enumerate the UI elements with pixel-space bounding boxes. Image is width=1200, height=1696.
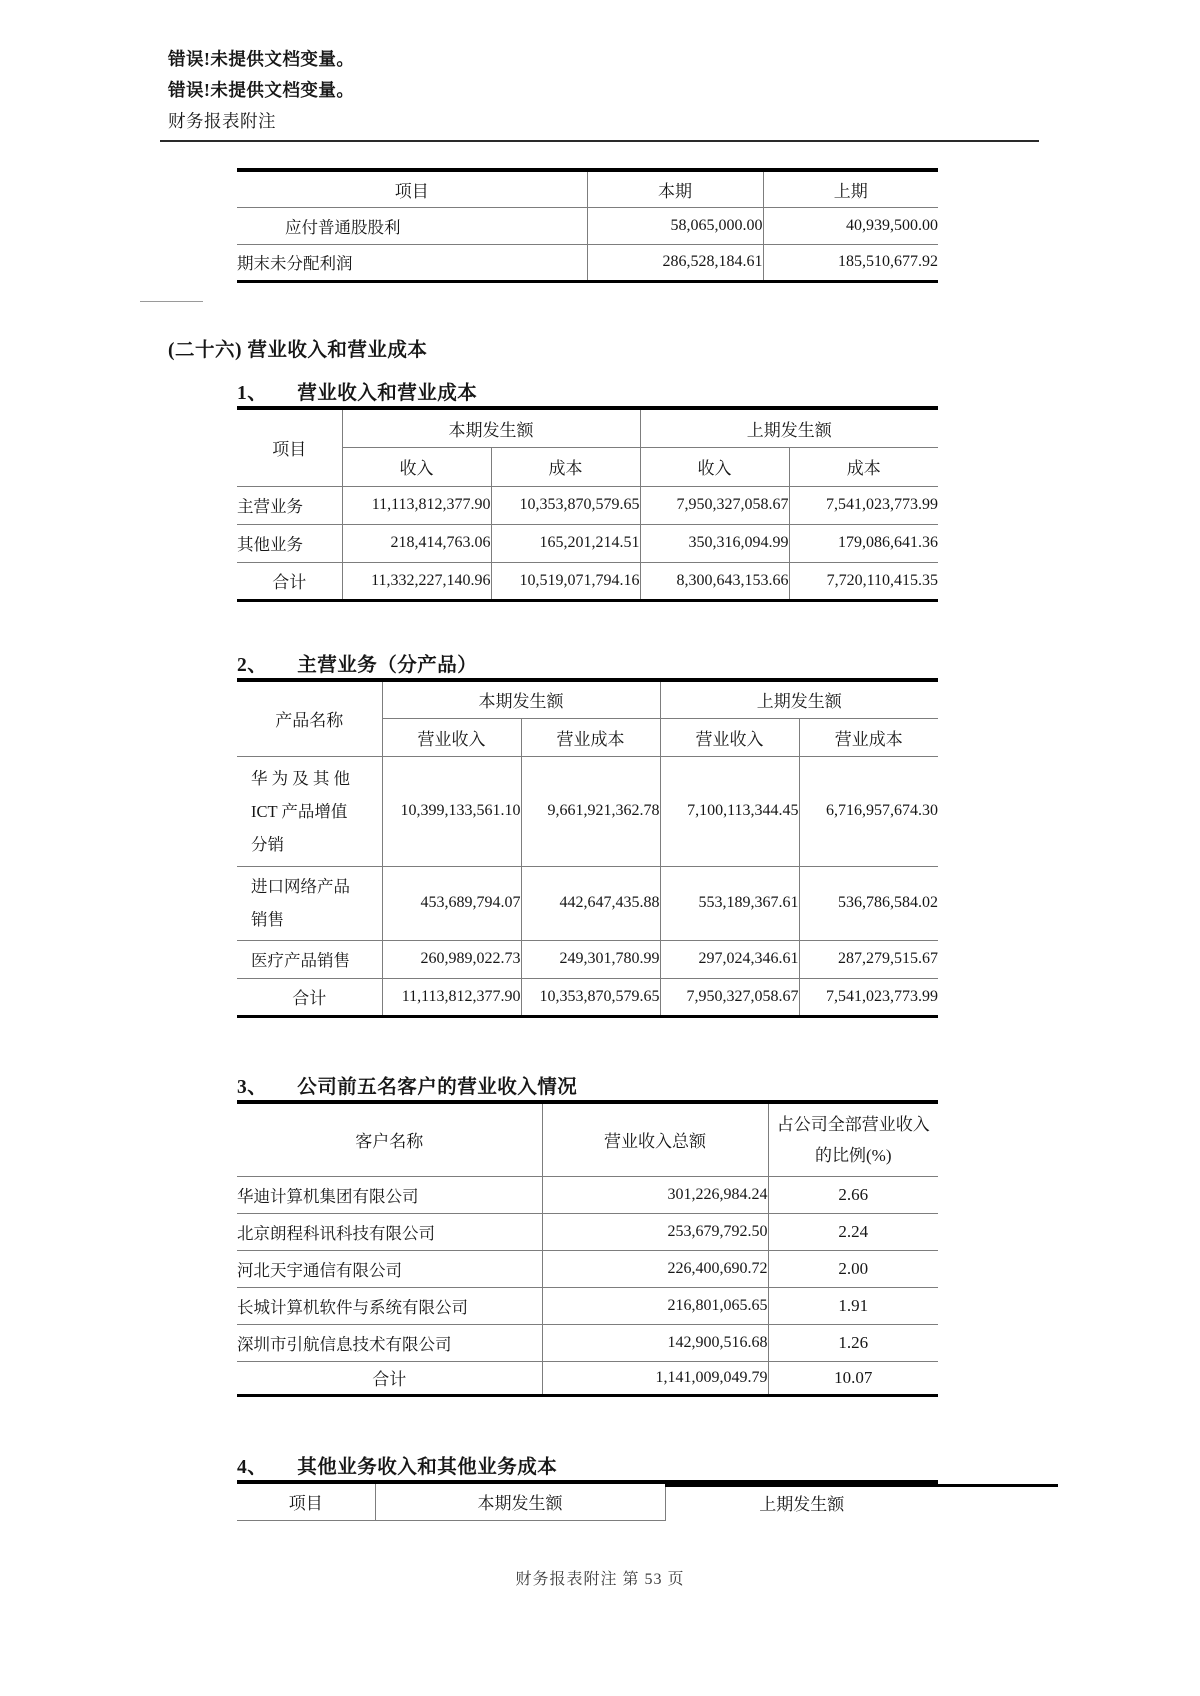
subsection-4-number: 4、	[237, 1457, 268, 1478]
header-rule	[160, 140, 1039, 142]
table-row	[237, 1213, 938, 1250]
col-header-prior: 上期发生额	[665, 1482, 938, 1520]
row-label: 医疗产品销售	[237, 940, 382, 978]
cell: 218,414,763.06	[342, 524, 491, 562]
document-header	[168, 44, 354, 137]
table-row	[237, 1250, 938, 1287]
row-label-line: 分销	[251, 834, 284, 854]
total-label: 合计	[237, 562, 342, 600]
row-label: 应付普通股股利	[237, 207, 587, 244]
cell-revenue: 1,141,009,049.79	[542, 1361, 768, 1395]
subsection-3-heading	[237, 1077, 938, 1100]
cell: 553,189,367.61	[660, 866, 799, 940]
subsection-4-block	[237, 1457, 938, 1521]
customer-name: 河北天宇通信有限公司	[237, 1250, 542, 1287]
cell: 350,316,094.99	[640, 524, 789, 562]
cell-revenue: 216,801,065.65	[542, 1287, 768, 1324]
subsection-3-number: 3、	[237, 1077, 268, 1098]
table-row	[237, 524, 938, 562]
row-label-line: 销售	[251, 910, 284, 929]
col-header-prior: 上期发生额	[640, 408, 938, 447]
col-subheader-revenue: 营业收入	[382, 718, 521, 756]
cell-prior: 185,510,677.92	[763, 244, 938, 281]
row-label-line: 华 为 及 其 他	[251, 768, 350, 788]
col-header-ratio-line: 占公司全部营业收入	[776, 1114, 930, 1134]
table-row	[237, 866, 938, 940]
table-row	[237, 756, 938, 866]
col-header-current: 本期发生额	[375, 1482, 665, 1520]
subsection-1-number: 1、	[237, 383, 268, 404]
cell: 442,647,435.88	[521, 866, 660, 940]
customer-name: 长城计算机软件与系统有限公司	[237, 1287, 542, 1324]
customer-name: 华迪计算机集团有限公司	[237, 1176, 542, 1213]
total-row	[237, 978, 938, 1016]
table-row	[237, 1176, 938, 1213]
dividend-table-block	[237, 168, 938, 283]
col-header-ratio-line: 的比例(%)	[815, 1145, 892, 1165]
cell: 179,086,641.36	[789, 524, 938, 562]
header-row-2	[237, 447, 938, 486]
page-footer: 财务报表附注 第 53 页	[515, 1571, 685, 1588]
total-row	[237, 1361, 938, 1395]
cell-revenue: 301,226,984.24	[542, 1176, 768, 1213]
section-26-title: (二十六) 营业收入和营业成本	[168, 340, 428, 361]
customer-name: 深圳市引航信息技术有限公司	[237, 1324, 542, 1361]
col-subheader-cost: 营业成本	[521, 718, 660, 756]
total-label: 合计	[237, 1361, 542, 1395]
subsection-3-title: 公司前五名客户的营业收入情况	[297, 1077, 578, 1098]
table-row	[237, 207, 938, 244]
col-header-current: 本期发生额	[342, 408, 640, 447]
header-error-line-1: 错误!未提供文档变量。	[168, 49, 355, 69]
subsection-1-heading	[237, 383, 938, 406]
cell: 7,950,327,058.67	[640, 486, 789, 524]
cell: 11,113,812,377.90	[382, 978, 521, 1016]
cell: 10,353,870,579.65	[521, 978, 660, 1016]
cell: 6,716,957,674.30	[799, 756, 938, 866]
col-header-revenue: 营业收入总额	[542, 1102, 768, 1176]
col-subheader-cost: 成本	[789, 447, 938, 486]
col-subheader-cost: 营业成本	[799, 718, 938, 756]
cell: 536,786,584.02	[799, 866, 938, 940]
dividend-table	[237, 168, 938, 283]
row-label: 主营业务	[237, 486, 342, 524]
table-row	[237, 486, 938, 524]
row-label: 其他业务	[237, 524, 342, 562]
table-row	[237, 940, 938, 978]
col-header-current: 本期	[587, 170, 763, 207]
col-header-ratio	[768, 1102, 938, 1176]
col-header-item: 项目	[237, 170, 587, 207]
col-header-current: 本期发生额	[382, 680, 660, 718]
cell-ratio: 1.26	[768, 1324, 938, 1361]
col-subheader-revenue: 营业收入	[660, 718, 799, 756]
cell-ratio: 10.07	[768, 1361, 938, 1395]
subsection-2-title: 主营业务（分产品）	[297, 655, 478, 676]
subsection-4-title: 其他业务收入和其他业务成本	[297, 1457, 558, 1478]
cell-ratio: 1.91	[768, 1287, 938, 1324]
cell: 8,300,643,153.66	[640, 562, 789, 600]
cell: 287,279,515.67	[799, 940, 938, 978]
cell-revenue: 253,679,792.50	[542, 1213, 768, 1250]
cell: 10,399,133,561.10	[382, 756, 521, 866]
cell-ratio: 2.24	[768, 1213, 938, 1250]
header-row	[237, 1482, 938, 1520]
subsection-1-block	[237, 383, 938, 602]
col-header-customer: 客户名称	[237, 1102, 542, 1176]
col-subheader-income: 收入	[640, 447, 789, 486]
total-row	[237, 562, 938, 600]
table-row	[237, 244, 938, 281]
cell: 249,301,780.99	[521, 940, 660, 978]
cell: 11,113,812,377.90	[342, 486, 491, 524]
subsection-1-title: 营业收入和营业成本	[297, 383, 478, 404]
cell: 7,541,023,773.99	[789, 486, 938, 524]
footnote-separator-line	[140, 301, 203, 302]
col-header-prior: 上期发生额	[660, 680, 938, 718]
header-row-1	[237, 408, 938, 447]
customer-name: 北京朗程科讯科技有限公司	[237, 1213, 542, 1250]
header-error-line-2: 错误!未提供文档变量。	[168, 80, 355, 100]
header-notes-title: 财务报表附注	[168, 111, 276, 131]
cell-revenue: 226,400,690.72	[542, 1250, 768, 1287]
col-header-item: 项目	[237, 1482, 375, 1520]
cell-current: 58,065,000.00	[587, 207, 763, 244]
table-row	[237, 1287, 938, 1324]
col-subheader-cost: 成本	[491, 447, 640, 486]
subsection-2-heading	[237, 655, 938, 678]
subsection-2-block	[237, 655, 938, 1018]
cell: 11,332,227,140.96	[342, 562, 491, 600]
cell: 7,100,113,344.45	[660, 756, 799, 866]
cell-current: 286,528,184.61	[587, 244, 763, 281]
header-row-1	[237, 680, 938, 718]
cell: 453,689,794.07	[382, 866, 521, 940]
cell: 260,989,022.73	[382, 940, 521, 978]
row-label-line: 进口网络产品	[251, 877, 350, 896]
cell: 7,720,110,415.35	[789, 562, 938, 600]
table-continuation-rule	[665, 1484, 1058, 1487]
cell: 10,353,870,579.65	[491, 486, 640, 524]
row-label	[237, 866, 382, 940]
cell: 7,950,327,058.67	[660, 978, 799, 1016]
cell-revenue: 142,900,516.68	[542, 1324, 768, 1361]
col-header-prior: 上期	[763, 170, 938, 207]
cell: 10,519,071,794.16	[491, 562, 640, 600]
main-business-by-product-table	[237, 678, 938, 1018]
col-header-item: 项目	[237, 408, 342, 486]
table-row	[237, 1324, 938, 1361]
dividend-header-row	[237, 170, 938, 207]
header-row	[237, 1102, 938, 1176]
col-subheader-income: 收入	[342, 447, 491, 486]
row-label: 期末未分配利润	[237, 244, 587, 281]
cell-prior: 40,939,500.00	[763, 207, 938, 244]
row-label	[237, 756, 382, 866]
cell-ratio: 2.00	[768, 1250, 938, 1287]
cell-ratio: 2.66	[768, 1176, 938, 1213]
subsection-2-number: 2、	[237, 655, 268, 676]
subsection-3-block	[237, 1077, 938, 1397]
cell: 165,201,214.51	[491, 524, 640, 562]
revenue-cost-table	[237, 406, 938, 602]
col-header-product: 产品名称	[237, 680, 382, 756]
top-customers-table	[237, 1100, 938, 1397]
cell: 9,661,921,362.78	[521, 756, 660, 866]
cell: 7,541,023,773.99	[799, 978, 938, 1016]
cell: 297,024,346.61	[660, 940, 799, 978]
row-label-line: ICT 产品增值	[251, 801, 348, 821]
subsection-4-heading	[237, 1457, 938, 1480]
total-label: 合计	[237, 978, 382, 1016]
